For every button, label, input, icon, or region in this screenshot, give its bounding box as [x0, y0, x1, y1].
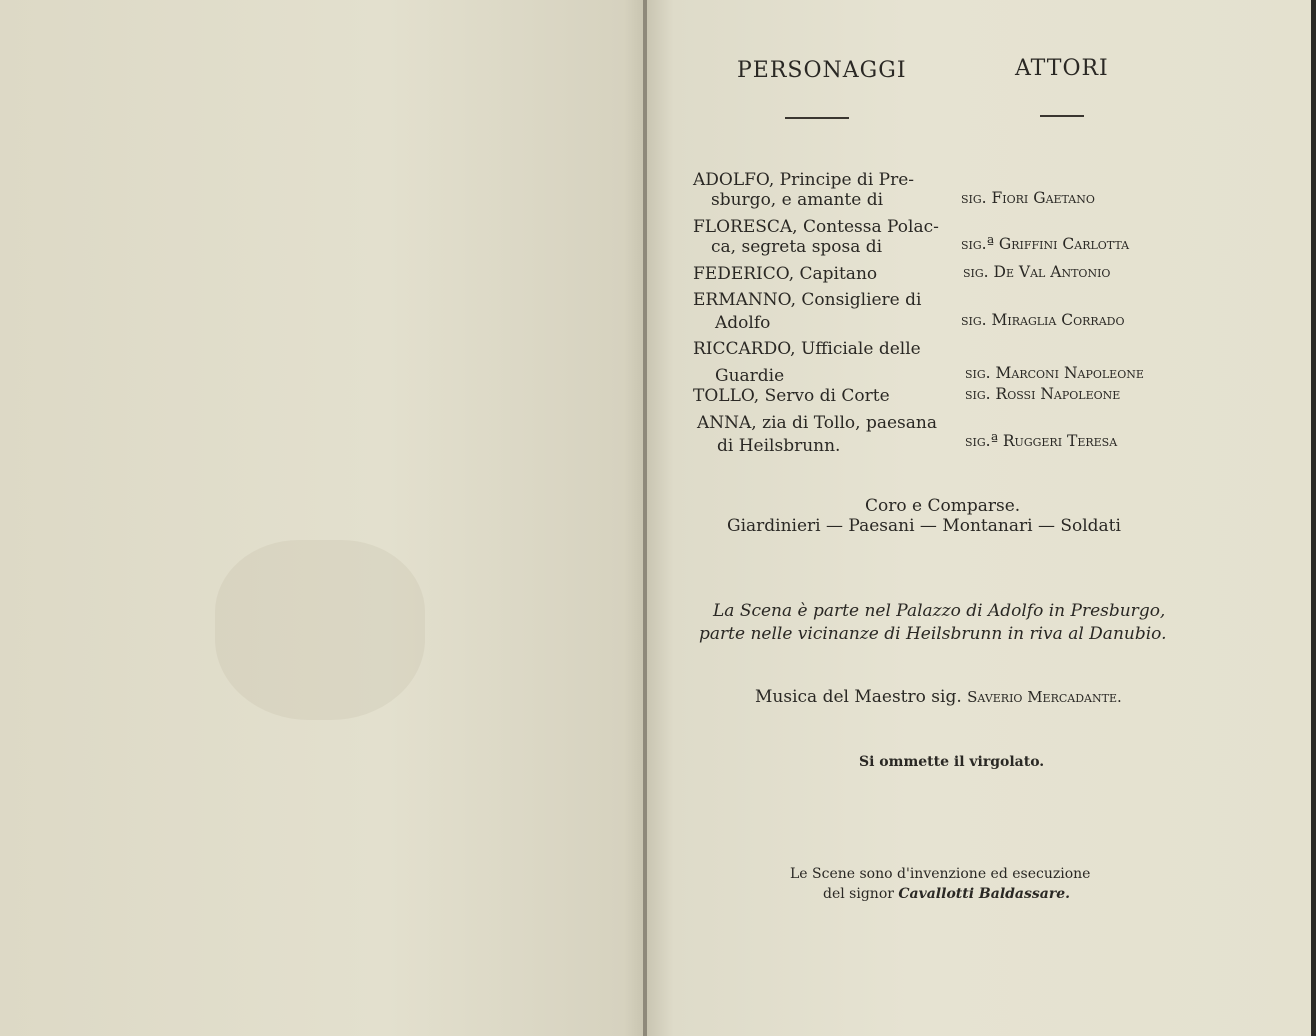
- role-anna-line2: di Heilsbrunn.: [717, 436, 841, 456]
- chorus-groups: Giardinieri — Paesani — Montanari — Soldati: [727, 516, 1121, 536]
- characters-header: PERSONAGGI: [737, 58, 907, 83]
- page-edge: [1311, 0, 1316, 1036]
- chorus-title: Coro e Comparse.: [865, 496, 1021, 516]
- scenery-line1: Le Scene sono d'invenzione ed esecuzione: [790, 866, 1091, 882]
- actor-de-val: sig. De Val Antonio: [963, 263, 1111, 281]
- music-prefix: Musica del Maestro sig.: [755, 687, 962, 707]
- setting-line1: La Scena è parte nel Palazzo di Adolfo in Presburgo,: [713, 601, 1166, 621]
- scenery-designer: Cavallotti Baldassare.: [898, 886, 1070, 902]
- music-composer: Saverio Mercadante.: [967, 688, 1122, 706]
- actor-fiori: sig. Fiori Gaetano: [961, 189, 1095, 207]
- actor-ruggeri: sig.ª Ruggeri Teresa: [965, 432, 1118, 450]
- role-ermanno-line2: Adolfo: [715, 313, 771, 333]
- setting-line2: parte nelle vicinanze di Heilsbrunn in riva al Danubio.: [699, 624, 1167, 644]
- scenery-prefix: del signor: [823, 886, 894, 902]
- role-federico: FEDERICO, Capitano: [693, 264, 878, 284]
- actor-marconi: sig. Marconi Napoleone: [965, 364, 1144, 382]
- header-rule-left: [785, 117, 849, 119]
- role-adolfo-line2: sburgo, e amante di: [711, 190, 884, 210]
- actor-miraglia: sig. Miraglia Corrado: [961, 311, 1125, 329]
- role-anna-line1: ANNA, zia di Tollo, paesana: [697, 413, 937, 433]
- actor-griffini: sig.ª Griffini Carlotta: [961, 235, 1130, 253]
- role-riccardo-line1: RICCARDO, Ufficiale delle: [693, 339, 921, 359]
- role-tollo: TOLLO, Servo di Corte: [693, 386, 890, 406]
- virgolato-note: Si ommette il virgolato.: [859, 754, 1045, 770]
- role-floresca-line2: ca, segreta sposa di: [711, 237, 883, 257]
- role-floresca-line1: FLORESCA, Contessa Polac-: [693, 217, 939, 237]
- role-ermanno-line1: ERMANNO, Consigliere di: [693, 290, 922, 310]
- left-page: [0, 0, 643, 1036]
- role-riccardo-line2: Guardie: [715, 366, 785, 386]
- right-page: [647, 0, 1311, 1036]
- show-through-emblem: [215, 540, 425, 720]
- role-adolfo-line1: ADOLFO, Principe di Pre-: [693, 170, 915, 190]
- actor-rossi: sig. Rossi Napoleone: [965, 385, 1121, 403]
- actors-header: ATTORI: [1015, 56, 1109, 81]
- header-rule-right: [1040, 115, 1084, 117]
